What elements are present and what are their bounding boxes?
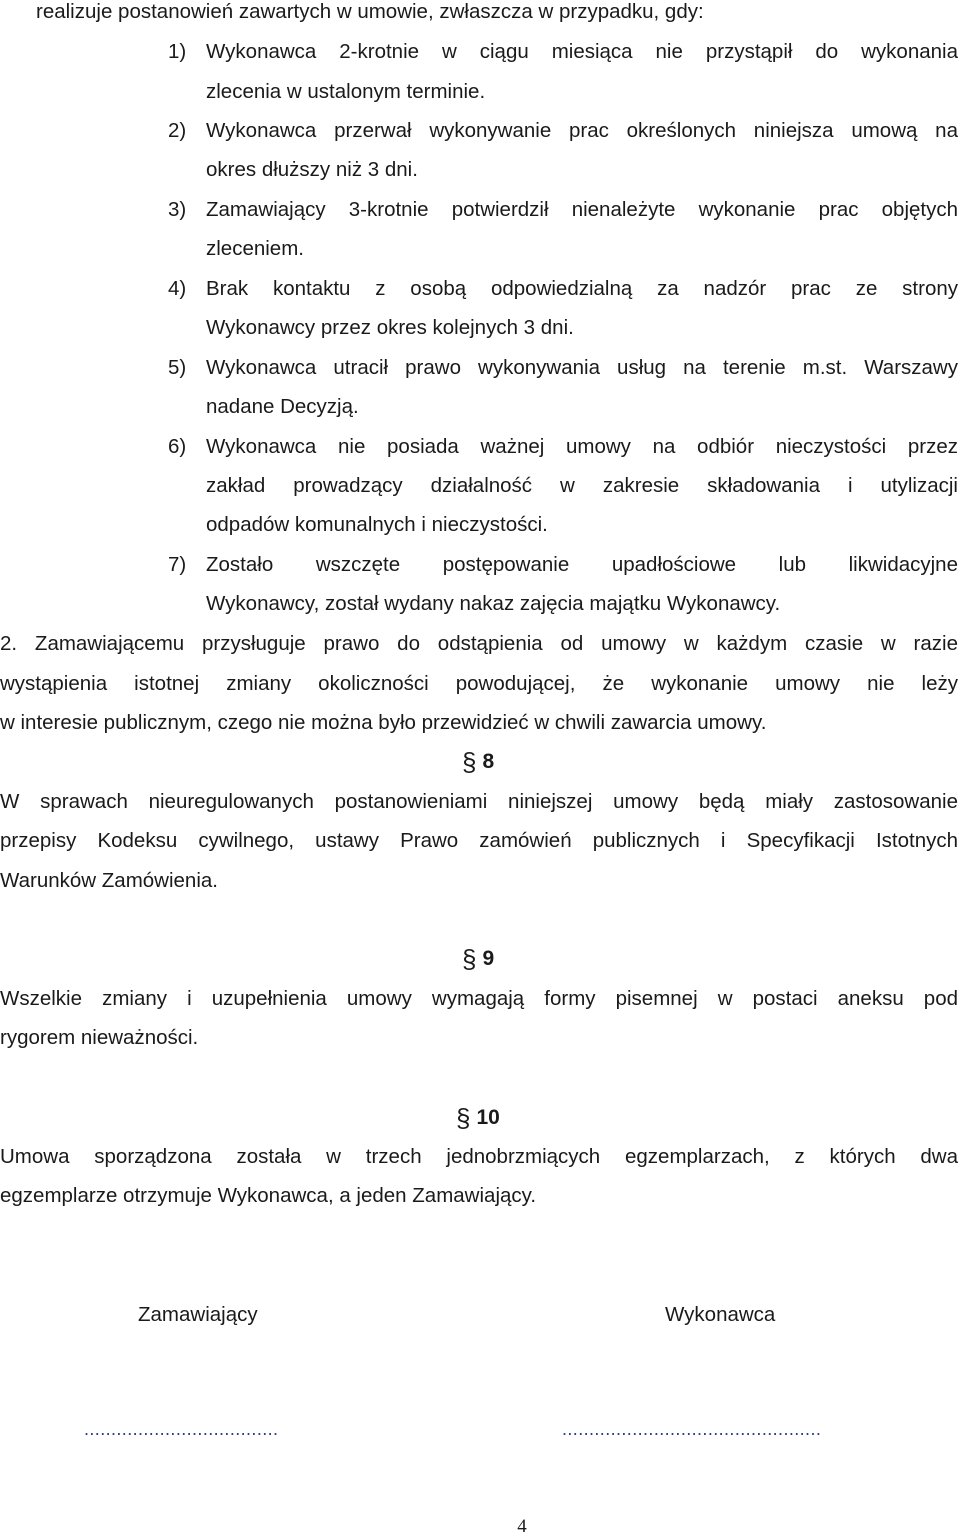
list-item-number: 5): [168, 356, 187, 379]
signature-label-contracting-party: Zamawiający: [138, 1303, 258, 1326]
section-number: 10: [476, 1106, 500, 1129]
section-number: 8: [482, 750, 495, 773]
list-item-line: Zostało wszczęte postępowanie upadłościowe lub likwidacyjne: [206, 553, 958, 576]
section-symbol: §: [462, 944, 477, 974]
section-symbol: §: [462, 747, 477, 777]
paragraph-line: Wszelkie zmiany i uzupełnienia umowy wymagają formy pisemnej w postaci aneksu pod: [0, 987, 958, 1010]
list-item-number: 6): [168, 435, 187, 458]
paragraph-line: W sprawach nieuregulowanych postanowieniami niniejszej umowy będą miały zastosowanie: [0, 790, 958, 813]
section-number: 9: [482, 947, 495, 970]
list-item-line: Zamawiający 3-krotnie potwierdził nienależyte wykonanie prac objętych: [206, 198, 958, 221]
list-item-number: 3): [168, 198, 187, 221]
list-item-number: 1): [168, 40, 187, 63]
list-item-line: zlecenia w ustalonym terminie.: [206, 80, 486, 103]
section-heading-10: [456, 1103, 500, 1133]
section-heading-8: [462, 747, 495, 777]
list-item-line: nadane Decyzją.: [206, 395, 359, 418]
paragraph-line: wystąpienia istotnej zmiany okoliczności powodującej, że wykonanie umowy nie leży: [0, 672, 958, 695]
paragraph-line: Umowa sporządzona została w trzech jednobrzmiących egzemplarzach, z których dwa: [0, 1145, 958, 1168]
signature-line-contractor: ................................................: [562, 1419, 822, 1439]
list-item-line: Brak kontaktu z osobą odpowiedzialną za nadzór prac ze strony: [206, 277, 958, 300]
section-symbol: §: [456, 1103, 471, 1133]
paragraph-line: egzemplarze otrzymuje Wykonawca, a jeden Zamawiający.: [0, 1184, 537, 1207]
paragraph-line: w interesie publicznym, czego nie można było przewidzieć w chwili zawarcia umowy.: [0, 711, 767, 734]
signature-label-contractor: Wykonawca: [665, 1303, 776, 1326]
list-item-line: Wykonawcy przez okres kolejnych 3 dni.: [206, 316, 574, 339]
list-item-line: Wykonawcy, został wydany nakaz zajęcia majątku Wykonawcy.: [206, 592, 781, 615]
intro-line: realizuje postanowień zawartych w umowie, zwłaszcza w przypadku, gdy:: [36, 0, 704, 23]
page-number: 4: [517, 1516, 527, 1537]
list-item-line: Wykonawca 2-krotnie w ciągu miesiąca nie przystąpił do wykonania: [206, 40, 958, 63]
list-item-line: okres dłuższy niż 3 dni.: [206, 158, 418, 181]
list-item-number: 2): [168, 119, 187, 142]
list-item-line: Wykonawca utracił prawo wykonywania usług na terenie m.st. Warszawy: [206, 356, 958, 379]
paragraph-line: przepisy Kodeksu cywilnego, ustawy Prawo zamówień publicznych i Specyfikacji Istotnych: [0, 829, 958, 852]
section-heading-9: [462, 944, 495, 974]
paragraph-line: Warunków Zamówienia.: [0, 869, 218, 892]
list-item-line: Wykonawca nie posiada ważnej umowy na odbiór nieczystości przez: [206, 435, 958, 458]
list-item-line: Wykonawca przerwał wykonywanie prac określonych niniejsza umową na: [206, 119, 958, 142]
list-item-line: zleceniem.: [206, 237, 304, 260]
paragraph-line: rygorem nieważności.: [0, 1026, 199, 1049]
signature-line-contracting-party: ....................................: [84, 1419, 279, 1439]
paragraph-line: 2. Zamawiającemu przysługuje prawo do odstąpienia od umowy w każdym czasie w razie: [0, 632, 958, 655]
list-item-line: zakład prowadzący działalność w zakresie składowania i utylizacji: [206, 474, 958, 497]
list-item-number: 4): [168, 277, 187, 300]
list-item-number: 7): [168, 553, 187, 576]
list-item-line: odpadów komunalnych i nieczystości.: [206, 513, 548, 536]
